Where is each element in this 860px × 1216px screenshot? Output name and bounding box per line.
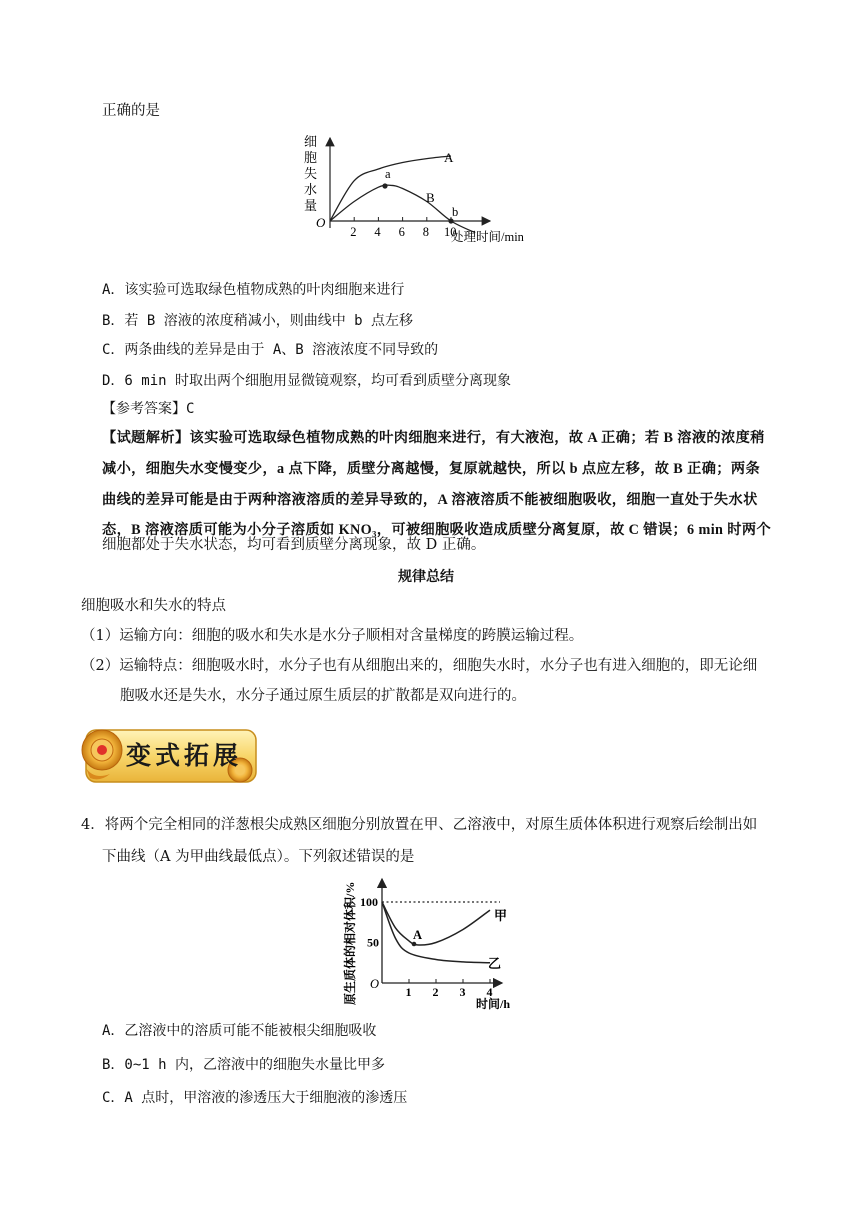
q3-analysis-line-2: 减小，细胞失水变慢变少，a 点下降，质壁分离越慢，复原就越快，所以 b 点应左移，故 B 正确；两条 bbox=[102, 461, 761, 477]
q4-option-c: C．A 点时，甲溶液的渗透压大于细胞液的渗透压 bbox=[102, 1090, 408, 1106]
summary-item-2-line-2: 胞吸水还是失水，水分子通过原生质层的扩散都是双向进行的。 bbox=[120, 688, 526, 704]
q3-ylabel-char-2: 胞 bbox=[304, 150, 318, 165]
q3-ylabel-char-4: 水 bbox=[304, 182, 318, 197]
q3-x-tick-label: 8 bbox=[422, 225, 430, 239]
q3-series-a-line bbox=[330, 156, 451, 221]
q4-option-b: B．0~1 h 内，乙溶液中的细胞失水量比甲多 bbox=[102, 1057, 385, 1073]
q3-ylabel-char-5: 量 bbox=[304, 198, 318, 213]
q3-x-tick-label: 4 bbox=[374, 225, 381, 239]
summary-title: 规律总结 bbox=[398, 569, 454, 585]
q3-x-tick-label: 2 bbox=[350, 225, 357, 239]
summary-item-1: （1）运输方向：细胞的吸水和失水是水分子顺相对含量梯度的跨膜运输过程。 bbox=[81, 628, 584, 644]
q4-origin-label: O bbox=[370, 977, 380, 991]
q3-option-b: B．若 B 溶液的浓度稍减小，则曲线中 b 点左移 bbox=[102, 313, 413, 329]
q4-y-axis-label: 原生质体的相对体积/% bbox=[343, 881, 357, 1005]
q4-x-axis-label: 时间/h bbox=[476, 997, 511, 1011]
q4-y-tick-label: 50 bbox=[367, 935, 379, 950]
q4-series-jia-line bbox=[382, 902, 490, 945]
q3-point-b bbox=[448, 218, 453, 223]
q3-option-d: D．6 min 时取出两个细胞用显微镜观察，均可看到质壁分离现象 bbox=[102, 373, 511, 389]
q3-point-b-label: b bbox=[452, 205, 459, 219]
summary-heading: 细胞吸水和失水的特点 bbox=[81, 598, 226, 614]
q3-series-a-label: A bbox=[444, 150, 454, 165]
q4-x-tick-label: 4 bbox=[486, 985, 493, 999]
q4-x-tick-label: 1 bbox=[405, 985, 412, 999]
q3-water-loss-chart bbox=[298, 128, 543, 272]
q4-option-a: A．乙溶液中的溶质可能不能被根尖细胞吸收 bbox=[102, 1023, 377, 1039]
q3-answer: 【参考答案】C bbox=[102, 401, 195, 417]
q3-analysis-line-5: 细胞都处于失水状态，均可看到质壁分离现象，故 D 正确。 bbox=[102, 537, 486, 553]
q3-analysis-line-1: 【试题解析】该实验可选取绿色植物成熟的叶肉细胞来进行，有大液泡，故 A 正确；若 B 溶液的浓度稍 bbox=[102, 430, 765, 446]
q4-series-yi-label: 乙 bbox=[488, 956, 502, 971]
q3-option-a: A．该实验可选取绿色植物成熟的叶肉细胞来进行 bbox=[102, 282, 405, 298]
q3-point-a-label: a bbox=[385, 167, 391, 181]
q4-y-tick-label: 100 bbox=[360, 895, 378, 909]
q4-x-tick-label: 3 bbox=[459, 985, 466, 999]
q3-ylabel-char-1: 细 bbox=[304, 134, 318, 149]
q4-point-a bbox=[412, 942, 417, 947]
q4-x-tick-label: 2 bbox=[432, 985, 439, 999]
q4-stem-line-1: 4．将两个完全相同的洋葱根尖成熟区细胞分别放置在甲、乙溶液中，对原生质体体积进行观察后绘制出如 bbox=[81, 817, 758, 833]
q3-x-axis-label: 处理时间/min bbox=[451, 230, 524, 244]
q3-option-c: C．两条曲线的差异是由于 A、B 溶液浓度不同导致的 bbox=[102, 342, 439, 358]
summary-item-2-line-1: （2）运输特点：细胞吸水时，水分子也有从细胞出来的，细胞失水时，水分子也有进入细胞的，即无论细 bbox=[81, 658, 758, 674]
q3-x-tick-label: 6 bbox=[398, 225, 405, 239]
q3-origin-label: O bbox=[316, 215, 326, 230]
variant-extension-banner bbox=[76, 716, 260, 796]
q4-series-jia-label: 甲 bbox=[494, 908, 508, 923]
q3-analysis-line-4: 态，B 溶液溶质可能为小分子溶质如 KNO₃，可被细胞吸收造成质壁分离复原，故 C 错误；6 min 时两个 bbox=[102, 522, 772, 538]
q4-stem-line-2: 下曲线（A 为甲曲线最低点）。下列叙述错误的是 bbox=[102, 849, 415, 865]
q3-series-b-label: B bbox=[426, 190, 435, 205]
q4-point-a-label: A bbox=[413, 928, 423, 942]
q3-point-a bbox=[382, 183, 387, 188]
banner-title: 变式拓展 bbox=[126, 741, 243, 770]
q3-ylabel-char-3: 失 bbox=[304, 166, 318, 181]
q3-stem-tail: 正确的是 bbox=[102, 103, 160, 119]
q3-analysis-line-3: 曲线的差异可能是由于两种溶液溶质的差异导致的，A 溶液溶质不能被细胞吸收，细胞一直处于失水状 bbox=[102, 492, 758, 508]
q3-x-tick-label: 10 bbox=[444, 225, 457, 239]
q4-protoplast-volume-chart bbox=[340, 873, 525, 1013]
